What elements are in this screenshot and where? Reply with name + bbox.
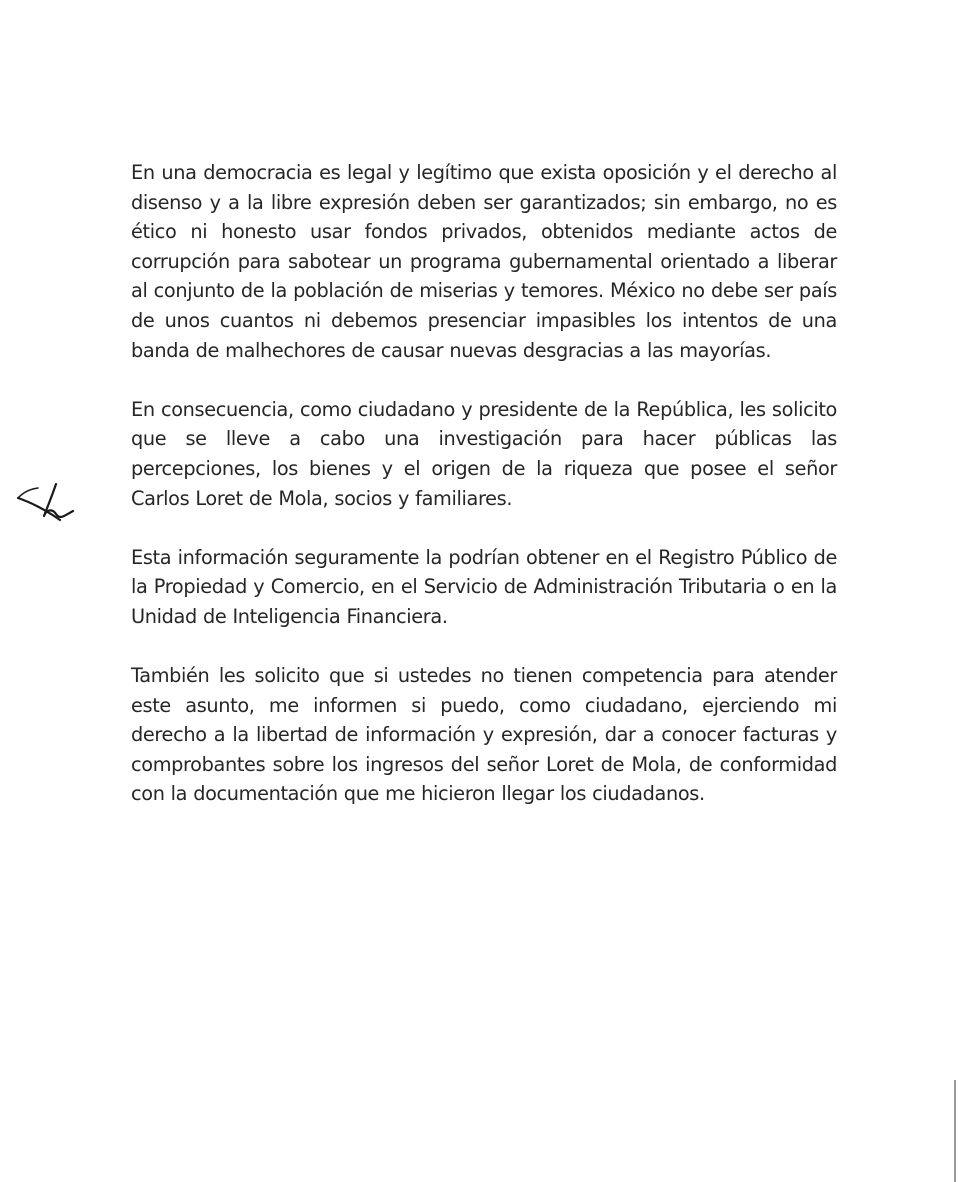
paragraph-informacion: Esta información seguramente la podrían obtener en el Registro Público de la Propiedad y Comercio, en el Servicio de Administración Tributaria o en la Unidad de Inteligencia Financiera. xyxy=(131,545,837,628)
paragraph-consecuencia: En consecuencia, como ciudadano y presidente de la República, les solicito que se lleve a cabo una investigación para hacer públicas las percepciones, los bienes y el origen de la riqueza que posee el señor Carlos Loret de Mola, socios y familiares. xyxy=(131,397,837,510)
paragraph-solicitud: También les solicito que si ustedes no tienen competencia para atender este asunto, me informen si puedo, como ciudadano, ejerciendo mi derecho a la libertad de información y expresión, dar a conocer facturas y comprobantes sobre los ingresos del señor Loret de Mola, de conformidad con la documentación que me hicieron llegar los ciudadanos. xyxy=(131,664,837,806)
scan-edge-line xyxy=(954,1080,956,1182)
handwritten-initial-icon xyxy=(16,480,76,530)
letter-body xyxy=(131,158,837,839)
paragraph-democracia: En una democracia es legal y legítimo que exista oposición y el derecho al disenso y a la libre expresión deben ser garantizados; sin embargo, no es ético ni honesto usar fondos privados, obtenidos mediante actos de corrupción para sabotear un programa gubernamental orientado a liberar al conjunto de la población de miserias y temores. México no debe ser país de unos cuantos ni debemos presenciar impasibles los intentos de una banda de malhechores de causar nuevas desgracias a las mayorías. xyxy=(131,161,837,362)
